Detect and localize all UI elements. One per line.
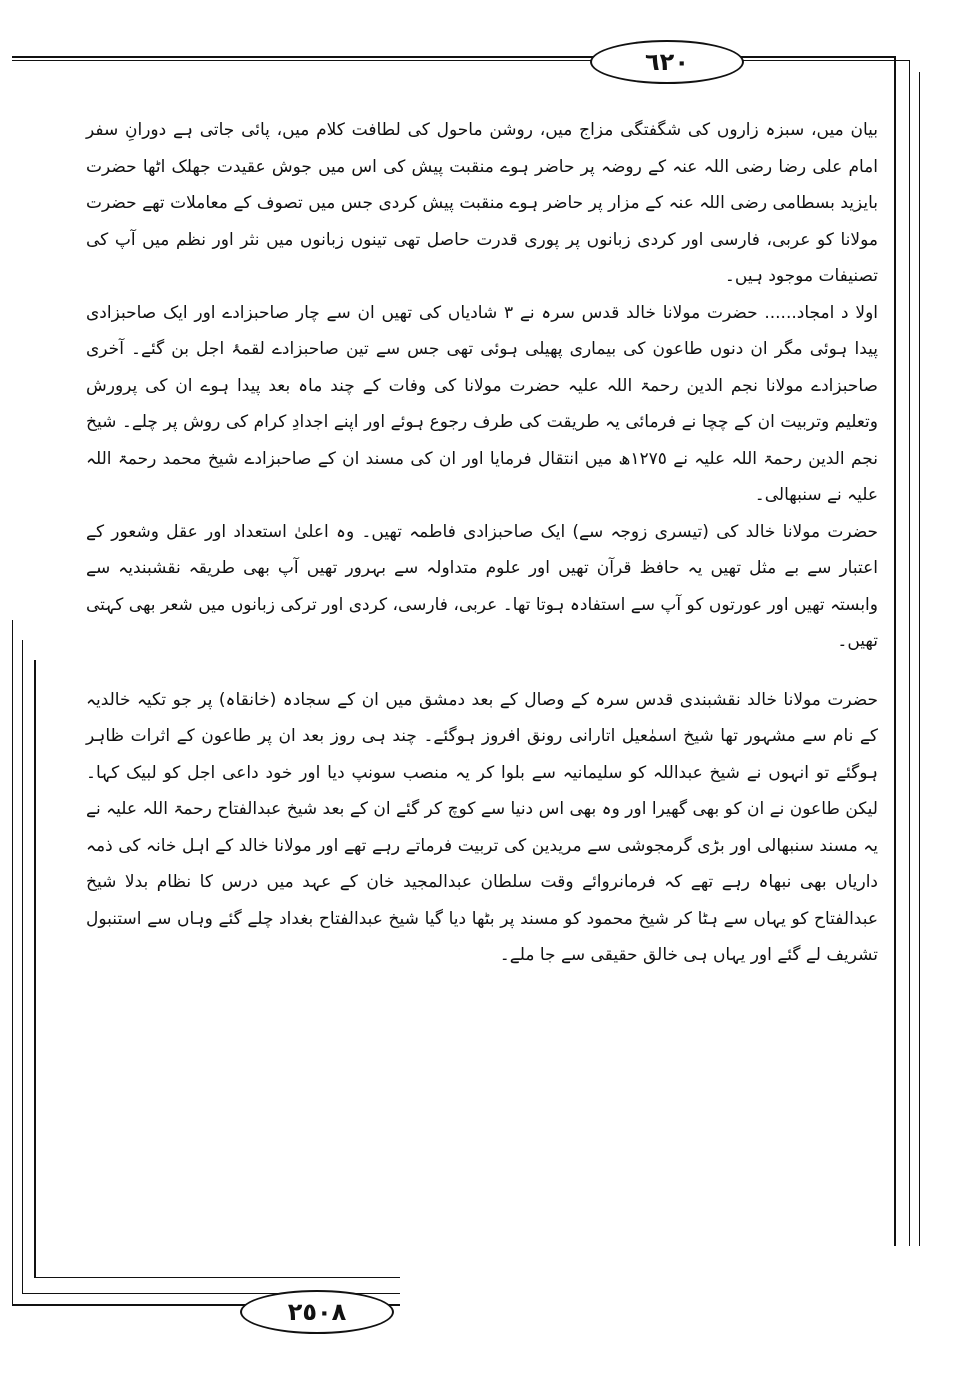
frame-line-right-2 xyxy=(909,60,910,1246)
paragraph-succession: حضرت مولانا خالد نقشبندی قدس سرہ کے وصال کے بعد دمشق میں ان کے سجادہ (خانقاہ) پر جو تکیہ خالدیہ کے نام سے مشہور تھا شیخ اسمٰعیل اتارانی رونق افروز ہوگئے۔ چند ہی روز بعد ان پر طاعون کے اثرات ظاہر ہوگئے تو انہوں نے شیخ عبداللہ کو سلیمانیہ سے بلوا کر یہ منصب سونپ دیا اور خود داعی اجل کو لبیک کہا۔ لیکن طاعون نے ان کو بھی گھیرا اور وہ بھی اس دنیا سے کوچ کر گئے ان کے بعد شیخ عبدالفتاح رحمۃ اللہ علیہ نے یہ مسند سنبھالی اور بڑی گرمجوشی سے مریدین کی تربیت فرماتے رہے تھے اور مولانا خالد کے اہل خانہ کی ذمہ داریاں بھی نبھاہ رہے تھے کہ فرمانروائے وقت سلطان عبدالمجید خان کے عہد میں درس کا نظام بدلا شیخ عبدالفتاح کو یہاں سے ہٹا کر شیخ محمود کو مسند پر بٹھا دیا گیا شیخ عبدالفتاح بغداد چلے گئے وہاں سے استنبول تشریف لے گئے اور یہاں ہی خالق حقیقی سے جا ملے۔ xyxy=(86,689,878,965)
frame-line-right-1 xyxy=(894,56,896,1246)
frame-line-left-3 xyxy=(34,660,36,1278)
frame-line-left-1 xyxy=(12,620,13,1306)
paragraph-daughter: حضرت مولانا خالد کی (تیسری زوجہ سے) ایک صاحبزادی فاطمہ تھیں۔ وہ اعلیٰ استعداد اور عقل وشعور کے اعتبار سے بے مثل تھیں یہ حافظ قرآن تھیں اور علوم متداولہ سے بہرور تھیں آپ بھی طریقہ نقشبندیہ سے وابستہ تھیں اور عورتوں کو آپ سے استفادہ ہوتا تھا۔ عربی، فارسی، کردی اور ترکی زبانوں میں شعر بھی کہتی تھیں۔ xyxy=(86,521,878,651)
frame-line-top-inner xyxy=(12,60,910,61)
page-body xyxy=(86,112,878,974)
page-number-bottom: ٢٥٠٨ xyxy=(240,1290,394,1334)
frame-line-bottom-3 xyxy=(34,1277,400,1278)
paragraph-intro: بیان میں، سبزہ زاروں کی شگفتگی مزاج میں، روشن ماحول کی لطافت کلام میں، پائی جاتی ہے دورانِ سفر امام علی رضا رضی اللہ عنہ کے روضہ پر حاضر ہوے منقبت پیش کی اس میں جوش عقیدت جھلک اٹھا حضرت بایزید بسطامی رضی اللہ عنہ کے مزار پر حاضر ہوے منقبت پیش کردی جس میں تصوف کے معاملات تھے حضرت مولانا کو عربی، فارسی اور کردی زبانوں پر پوری قدرت حاصل تھی تینوں زبانوں میں نثر اور نظم میں آپ کی تصنیفات موجود ہیں۔ xyxy=(86,120,878,286)
paragraph-children: اولا د امجاد...... حضرت مولانا خالد قدس سرہ نے ٣ شادیاں کی تھیں ان سے چار صاحبزادے اور ایک صاحبزادی پیدا ہوئی مگر ان دنوں طاعون کی بیماری پھیلی ہوئی تھی جس سے تین صاحبزادے لقمۂ اجل بن گئے۔ آخری صاحبزادے مولانا نجم الدین رحمۃ اللہ علیہ حضرت مولانا کی وفات کے چند ماہ بعد پیدا ہوے ان کی پرورش وتعلیم وتربیت ان کے چچا نے فرمائی یہ طریقت کی طرف رجوع ہوئے اور اپنے اجدادِ کرام کی روش پر چلے۔ شیخ نجم الدین رحمۃ اللہ علیہ نے ١٢٧٥ھ میں انتقال فرمایا اور ان کی مسند ان کے صاحبزادے شیخ محمد رحمۃ اللہ علیہ نے سنبھالی۔ xyxy=(86,302,878,505)
frame-line-top-outer xyxy=(12,56,896,58)
frame-line-right-3 xyxy=(919,72,920,1246)
frame-line-left-2 xyxy=(22,640,23,1294)
page-number-top: ٦٢٠ xyxy=(590,40,744,84)
